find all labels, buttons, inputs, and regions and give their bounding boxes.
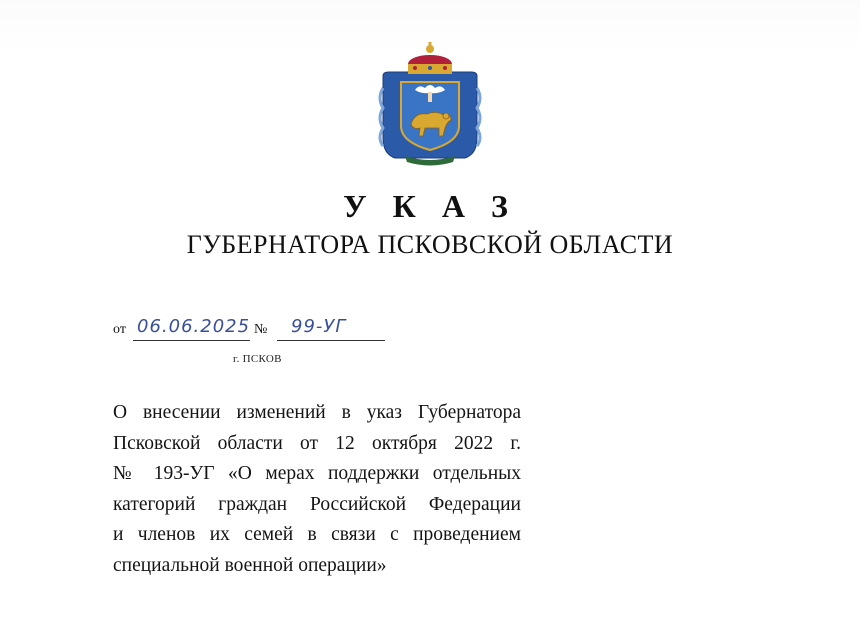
subject-line: № 193-УГ «О мерах поддержки отдельных	[113, 463, 521, 484]
subject-line: Псковской области от 12 октября 2022 г.	[113, 432, 521, 454]
document-subject	[113, 398, 521, 581]
subject-line: категорий граждан Российской Федерации	[113, 493, 521, 515]
subject-line: специальной военной операции»	[113, 554, 387, 576]
city-label: г. ПСКОВ	[233, 353, 282, 365]
number-underline	[277, 340, 385, 341]
coat-of-arms-icon	[375, 38, 485, 170]
date-prefix: от	[113, 322, 126, 337]
handwritten-date: 06.06.2025	[137, 316, 251, 337]
date-underline	[133, 340, 250, 341]
subject-line: О внесении изменений в указ Губернатора	[113, 402, 521, 423]
document-title: У К А З	[343, 188, 517, 224]
document-issuer: ГУБЕРНАТОРА ПСКОВСКОЙ ОБЛАСТИ	[186, 230, 674, 259]
subject-line: и членов их семей в связи с проведением	[113, 524, 521, 545]
handwritten-number: 99-УГ	[291, 316, 347, 337]
number-sign: №	[254, 322, 268, 337]
